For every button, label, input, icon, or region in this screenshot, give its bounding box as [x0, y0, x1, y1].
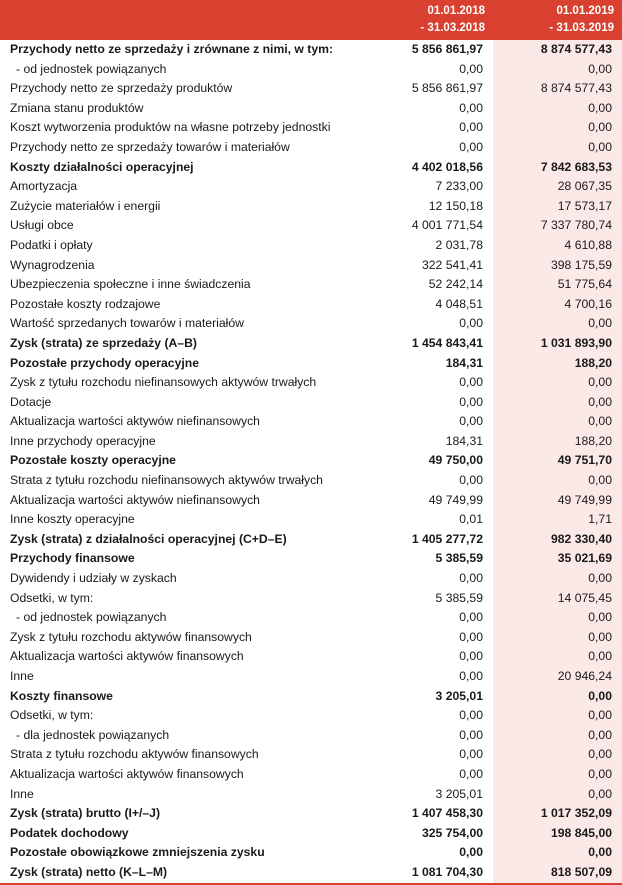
row-value-period-2: 188,20 — [493, 432, 622, 452]
row-label: Zużycie materiałów i energii — [10, 198, 161, 213]
row-value-period-2: 1 031 893,90 — [493, 334, 622, 354]
row-value-period-2: 1 017 352,09 — [493, 804, 622, 824]
row-value-period-1: 0,00 — [333, 726, 493, 746]
header-period-2019-end: - 31.03.2019 — [549, 22, 614, 34]
row-value-period-1: 4 001 771,54 — [333, 216, 493, 236]
row-label: Pozostałe obowiązkowe zmniejszenia zysku — [10, 845, 265, 860]
row-value-period-1: 0,00 — [333, 628, 493, 648]
row-value-period-1: 0,00 — [333, 667, 493, 687]
row-value-period-2: 0,00 — [493, 99, 622, 119]
row-label: Zysk (strata) brutto (I+/–J) — [10, 806, 161, 821]
table-row — [0, 451, 622, 471]
table-row — [0, 491, 622, 511]
row-value-period-2: 0,00 — [493, 706, 622, 726]
table-row — [0, 765, 622, 785]
row-value-period-2: 0,00 — [493, 569, 622, 589]
row-value-period-2: 0,00 — [493, 745, 622, 765]
row-label: Aktualizacja wartości aktywów finansowych — [10, 649, 244, 664]
row-value-period-2: 0,00 — [493, 412, 622, 432]
row-value-period-1: 4 402 018,56 — [333, 158, 493, 178]
row-label: Aktualizacja wartości aktywów niefinansowych — [10, 492, 260, 507]
row-label: Amortyzacja — [10, 179, 78, 194]
row-value-period-1: 1 454 843,41 — [333, 334, 493, 354]
table-row — [0, 432, 622, 452]
row-value-period-1: 0,00 — [333, 393, 493, 413]
row-value-period-1: 0,00 — [333, 412, 493, 432]
header-period-2018 — [333, 0, 493, 40]
row-value-period-1: 0,00 — [333, 60, 493, 80]
table-body — [0, 40, 622, 883]
table-bottom-rule — [0, 883, 622, 885]
header-period-2019 — [493, 0, 622, 40]
row-value-period-2: 0,00 — [493, 628, 622, 648]
row-value-period-1: 49 749,99 — [333, 491, 493, 511]
row-value-period-2: 0,00 — [493, 726, 622, 746]
row-value-period-2: 35 021,69 — [493, 549, 622, 569]
table-row — [0, 471, 622, 491]
row-value-period-2: 818 507,09 — [493, 863, 622, 883]
table-row — [0, 569, 622, 589]
table-row — [0, 608, 622, 628]
row-value-period-1: 0,00 — [333, 765, 493, 785]
row-label: Koszt wytworzenia produktów na własne potrzeby jednostki — [10, 120, 331, 135]
row-value-period-1: 0,00 — [333, 138, 493, 158]
table-row — [0, 177, 622, 197]
table-row — [0, 647, 622, 667]
row-label: Inne koszty operacyjne — [10, 512, 135, 527]
row-label: - dla jednostek powiązanych — [16, 727, 170, 742]
row-label: Inne — [10, 669, 34, 683]
row-label: Podatek dochodowy — [10, 825, 129, 840]
row-value-period-2: 4 610,88 — [493, 236, 622, 256]
table-row — [0, 843, 622, 863]
row-value-period-1: 0,00 — [333, 314, 493, 334]
row-label: Pozostałe koszty rodzajowe — [10, 296, 161, 311]
row-value-period-1: 5 385,59 — [333, 549, 493, 569]
header-period-2019-start: 01.01.2019 — [556, 5, 614, 17]
row-label: Wynagrodzenia — [10, 257, 95, 272]
table-header-row — [0, 0, 622, 40]
row-label: Aktualizacja wartości aktywów niefinansowych — [10, 414, 260, 429]
row-value-period-2: 982 330,40 — [493, 530, 622, 550]
row-label: Koszty działalności operacyjnej — [10, 159, 194, 174]
row-value-period-1: 12 150,18 — [333, 197, 493, 217]
row-label: Przychody netto ze sprzedaży i zrównane z nimi, w tym: — [10, 42, 333, 56]
row-value-period-1: 5 385,59 — [333, 589, 493, 609]
table-row — [0, 412, 622, 432]
table-row — [0, 706, 622, 726]
row-value-period-2: 17 573,17 — [493, 197, 622, 217]
row-value-period-1: 184,31 — [333, 432, 493, 452]
row-value-period-1: 7 233,00 — [333, 177, 493, 197]
row-label: Pozostałe koszty operacyjne — [10, 453, 176, 468]
table-row — [0, 158, 622, 178]
table-row — [0, 40, 622, 60]
row-value-period-2: 188,20 — [493, 354, 622, 374]
table-row — [0, 334, 622, 354]
row-value-period-1: 0,00 — [333, 647, 493, 667]
row-value-period-2: 0,00 — [493, 647, 622, 667]
table-row — [0, 687, 622, 707]
row-value-period-1: 0,00 — [333, 843, 493, 863]
row-value-period-2: 0,00 — [493, 687, 622, 707]
row-value-period-1: 1 081 704,30 — [333, 863, 493, 883]
table-row — [0, 667, 622, 687]
row-value-period-1: 322 541,41 — [333, 256, 493, 276]
row-value-period-2: 0,00 — [493, 314, 622, 334]
row-label: Ubezpieczenia społeczne i inne świadczenia — [10, 277, 251, 292]
row-value-period-2: 49 749,99 — [493, 491, 622, 511]
row-label: Usługi obce — [10, 218, 74, 233]
row-label: Inne przychody operacyjne — [10, 433, 156, 448]
row-value-period-2: 14 075,45 — [493, 589, 622, 609]
row-value-period-1: 4 048,51 — [333, 295, 493, 315]
table-row — [0, 863, 622, 883]
row-label: Inne — [10, 786, 34, 801]
header-label-cell — [0, 0, 333, 40]
row-value-period-1: 0,00 — [333, 706, 493, 726]
row-label: Zysk (strata) z działalności operacyjnej (C+D–E) — [10, 531, 287, 546]
row-label: Zysk (strata) ze sprzedaży (A–B) — [10, 335, 197, 350]
table-row — [0, 138, 622, 158]
table-row — [0, 60, 622, 80]
row-label: Zysk (strata) netto (K–L–M) — [10, 864, 168, 879]
row-label: Podatki i opłaty — [10, 237, 93, 252]
table-row — [0, 236, 622, 256]
row-value-period-1: 0,00 — [333, 569, 493, 589]
table-row — [0, 275, 622, 295]
row-value-period-2: 4 700,16 — [493, 295, 622, 315]
row-value-period-2: 7 337 780,74 — [493, 216, 622, 236]
row-label: Przychody netto ze sprzedaży produktów — [10, 81, 233, 96]
row-value-period-2: 28 067,35 — [493, 177, 622, 197]
row-value-period-1: 184,31 — [333, 354, 493, 374]
row-value-period-2: 0,00 — [493, 608, 622, 628]
table-row — [0, 118, 622, 138]
row-value-period-1: 5 856 861,97 — [333, 79, 493, 99]
row-label: Przychody netto ze sprzedaży towarów i materiałów — [10, 139, 290, 154]
row-value-period-2: 0,00 — [493, 843, 622, 863]
row-value-period-1: 0,00 — [333, 99, 493, 119]
header-period-2018-start: 01.01.2018 — [427, 5, 485, 17]
row-label: - od jednostek powiązanych — [16, 610, 167, 625]
table-row — [0, 393, 622, 413]
row-label: Dywidendy i udziały w zyskach — [10, 571, 177, 586]
table-row — [0, 530, 622, 550]
header-period-2018-end: - 31.03.2018 — [420, 22, 485, 34]
table-row — [0, 745, 622, 765]
row-label: Zmiana stanu produktów — [10, 100, 144, 115]
row-label: Zysk z tytułu rozchodu aktywów finansowych — [10, 629, 252, 644]
table-row — [0, 99, 622, 119]
row-label: Wartość sprzedanych towarów i materiałów — [10, 316, 244, 331]
row-value-period-2: 1,71 — [493, 510, 622, 530]
row-value-period-1: 0,00 — [333, 118, 493, 138]
row-value-period-1: 1 405 277,72 — [333, 530, 493, 550]
row-label: Strata z tytułu rozchodu niefinansowych aktywów trwałych — [10, 473, 323, 488]
row-value-period-2: 49 751,70 — [493, 451, 622, 471]
table-row — [0, 79, 622, 99]
row-value-period-1: 3 205,01 — [333, 687, 493, 707]
table-row — [0, 216, 622, 236]
row-value-period-2: 0,00 — [493, 118, 622, 138]
table-row — [0, 256, 622, 276]
row-value-period-2: 0,00 — [493, 138, 622, 158]
table-row — [0, 354, 622, 374]
table-row — [0, 589, 622, 609]
row-value-period-1: 3 205,01 — [333, 785, 493, 805]
row-value-period-1: 1 407 458,30 — [333, 804, 493, 824]
table-row — [0, 314, 622, 334]
row-label: - od jednostek powiązanych — [16, 61, 167, 76]
table-row — [0, 373, 622, 393]
table-row — [0, 726, 622, 746]
row-value-period-2: 0,00 — [493, 393, 622, 413]
row-value-period-2: 7 842 683,53 — [493, 158, 622, 178]
row-value-period-1: 2 031,78 — [333, 236, 493, 256]
table-row — [0, 785, 622, 805]
row-value-period-1: 0,00 — [333, 608, 493, 628]
row-label: Zysk z tytułu rozchodu niefinansowych aktywów trwałych — [10, 375, 317, 390]
table-row — [0, 549, 622, 569]
row-value-period-1: 49 750,00 — [333, 451, 493, 471]
table-row — [0, 628, 622, 648]
row-value-period-1: 0,00 — [333, 471, 493, 491]
table-row — [0, 197, 622, 217]
row-label: Aktualizacja wartości aktywów finansowych — [10, 766, 244, 781]
row-label: Dotacje — [10, 394, 52, 409]
row-value-period-2: 0,00 — [493, 765, 622, 785]
row-value-period-2: 0,00 — [493, 785, 622, 805]
table-row — [0, 804, 622, 824]
row-value-period-2: 51 775,64 — [493, 275, 622, 295]
row-value-period-2: 0,00 — [493, 373, 622, 393]
row-value-period-2: 0,00 — [493, 471, 622, 491]
row-value-period-1: 5 856 861,97 — [333, 40, 493, 60]
row-value-period-1: 0,01 — [333, 510, 493, 530]
table-row — [0, 295, 622, 315]
row-value-period-1: 325 754,00 — [333, 824, 493, 844]
table-row — [0, 824, 622, 844]
row-label: Pozostałe przychody operacyjne — [10, 355, 199, 370]
table-row — [0, 510, 622, 530]
row-label: Odsetki, w tym: — [10, 590, 94, 605]
row-value-period-2: 8 874 577,43 — [493, 79, 622, 99]
row-value-period-2: 398 175,59 — [493, 256, 622, 276]
row-value-period-2: 198 845,00 — [493, 824, 622, 844]
row-label: Koszty finansowe — [10, 688, 113, 703]
row-value-period-1: 0,00 — [333, 373, 493, 393]
row-value-period-1: 0,00 — [333, 745, 493, 765]
row-value-period-2: 0,00 — [493, 60, 622, 80]
row-label: Odsetki, w tym: — [10, 708, 94, 723]
row-value-period-2: 20 946,24 — [493, 667, 622, 687]
row-label: Strata z tytułu rozchodu aktywów finansowych — [10, 747, 259, 762]
row-value-period-1: 52 242,14 — [333, 275, 493, 295]
row-label: Przychody finansowe — [10, 551, 135, 566]
row-value-period-2: 8 874 577,43 — [493, 40, 622, 60]
